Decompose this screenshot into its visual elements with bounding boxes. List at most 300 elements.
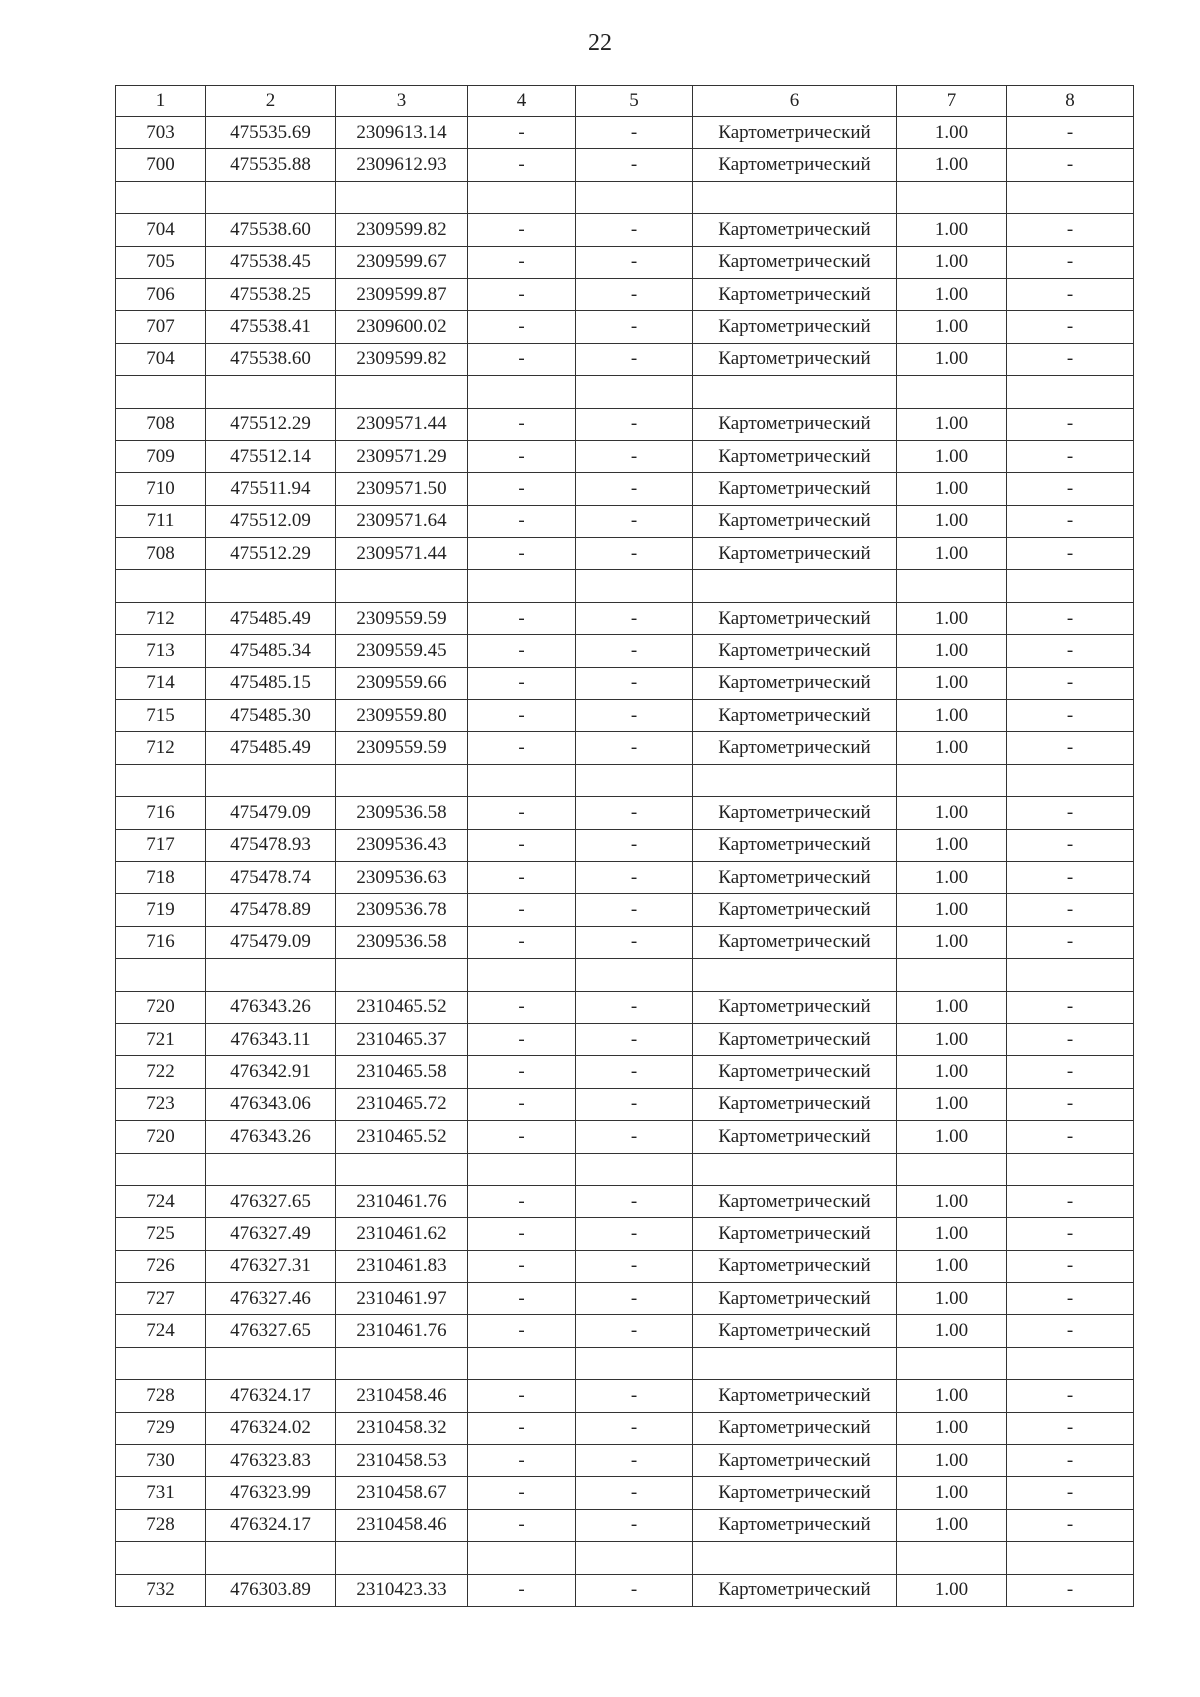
table-cell: Картометрический xyxy=(693,635,897,667)
empty-cell xyxy=(206,1347,336,1379)
table-cell: Картометрический xyxy=(693,797,897,829)
empty-cell xyxy=(116,1542,206,1574)
table-cell: Картометрический xyxy=(693,1121,897,1153)
table-cell: 2310461.76 xyxy=(336,1315,468,1347)
table-row xyxy=(116,1412,1134,1444)
column-header: 1 xyxy=(116,86,206,117)
table-cell: - xyxy=(468,1185,576,1217)
table-cell: 704 xyxy=(116,214,206,246)
empty-cell xyxy=(206,181,336,213)
table-cell: Картометрический xyxy=(693,1445,897,1477)
table-cell: - xyxy=(468,1121,576,1153)
table-cell: 475538.25 xyxy=(206,278,336,310)
table-cell: Картометрический xyxy=(693,1088,897,1120)
table-cell: - xyxy=(468,538,576,570)
table-cell: 1.00 xyxy=(897,246,1007,278)
table-cell: - xyxy=(468,635,576,667)
empty-cell xyxy=(1007,1153,1134,1185)
table-cell: - xyxy=(576,1574,693,1606)
table-cell: 1.00 xyxy=(897,1574,1007,1606)
empty-cell xyxy=(468,959,576,991)
table-cell: - xyxy=(576,635,693,667)
table-cell: - xyxy=(1007,894,1134,926)
table-cell: 476327.65 xyxy=(206,1315,336,1347)
table-cell: 1.00 xyxy=(897,278,1007,310)
table-cell: 2310458.67 xyxy=(336,1477,468,1509)
table-cell: Картометрический xyxy=(693,1250,897,1282)
table-cell: - xyxy=(468,1023,576,1055)
table-row xyxy=(116,1023,1134,1055)
table-cell: 475535.69 xyxy=(206,117,336,149)
table-row xyxy=(116,440,1134,472)
table-cell: - xyxy=(468,1088,576,1120)
table-cell: 2310461.62 xyxy=(336,1218,468,1250)
table-cell: 1.00 xyxy=(897,538,1007,570)
table-cell: - xyxy=(468,1315,576,1347)
table-cell: - xyxy=(576,246,693,278)
empty-cell xyxy=(468,1542,576,1574)
table-cell: 1.00 xyxy=(897,635,1007,667)
table-cell: - xyxy=(468,1477,576,1509)
table-cell: 2309600.02 xyxy=(336,311,468,343)
table-cell: - xyxy=(1007,926,1134,958)
table-cell: 724 xyxy=(116,1315,206,1347)
empty-cell xyxy=(897,764,1007,796)
empty-cell xyxy=(897,959,1007,991)
table-cell: - xyxy=(1007,700,1134,732)
table-cell: - xyxy=(576,1250,693,1282)
table-cell: - xyxy=(1007,1218,1134,1250)
table-cell: Картометрический xyxy=(693,149,897,181)
table-cell: 475479.09 xyxy=(206,797,336,829)
table-cell: 725 xyxy=(116,1218,206,1250)
table-cell: - xyxy=(1007,343,1134,375)
table-cell: 2309599.87 xyxy=(336,278,468,310)
table-cell: - xyxy=(576,311,693,343)
empty-cell xyxy=(693,1542,897,1574)
table-cell: - xyxy=(576,1283,693,1315)
table-cell: 475485.34 xyxy=(206,635,336,667)
table-cell: - xyxy=(576,926,693,958)
table-cell: 475538.60 xyxy=(206,343,336,375)
table-cell: - xyxy=(468,440,576,472)
table-cell: 1.00 xyxy=(897,408,1007,440)
empty-cell xyxy=(897,181,1007,213)
table-cell: - xyxy=(1007,440,1134,472)
empty-cell xyxy=(693,376,897,408)
empty-cell xyxy=(336,1153,468,1185)
table-cell: 1.00 xyxy=(897,797,1007,829)
table-body xyxy=(116,117,1134,1607)
table-cell: 2309536.78 xyxy=(336,894,468,926)
empty-cell xyxy=(116,764,206,796)
table-cell: 707 xyxy=(116,311,206,343)
column-header: 6 xyxy=(693,86,897,117)
table-cell: Картометрический xyxy=(693,1574,897,1606)
table-cell: 476343.26 xyxy=(206,1121,336,1153)
table-cell: 1.00 xyxy=(897,1056,1007,1088)
table-cell: Картометрический xyxy=(693,1185,897,1217)
table-row xyxy=(116,602,1134,634)
table-cell: 2309599.67 xyxy=(336,246,468,278)
table-row xyxy=(116,278,1134,310)
empty-cell xyxy=(1007,570,1134,602)
empty-cell xyxy=(1007,181,1134,213)
table-cell: 476327.46 xyxy=(206,1283,336,1315)
table-cell: - xyxy=(576,1056,693,1088)
table-cell: 721 xyxy=(116,1023,206,1055)
table-cell: - xyxy=(468,667,576,699)
table-cell: - xyxy=(1007,1185,1134,1217)
table-cell: 730 xyxy=(116,1445,206,1477)
table-cell: 475511.94 xyxy=(206,473,336,505)
table-row xyxy=(116,926,1134,958)
table-cell: 717 xyxy=(116,829,206,861)
column-header: 8 xyxy=(1007,86,1134,117)
table-cell: 2309599.82 xyxy=(336,343,468,375)
table-spacer-row xyxy=(116,376,1134,408)
table-cell: - xyxy=(1007,149,1134,181)
table-cell: 476342.91 xyxy=(206,1056,336,1088)
table-cell: - xyxy=(576,602,693,634)
empty-cell xyxy=(116,1153,206,1185)
table-cell: 710 xyxy=(116,473,206,505)
table-cell: 706 xyxy=(116,278,206,310)
empty-cell xyxy=(468,1347,576,1379)
table-cell: 2310461.76 xyxy=(336,1185,468,1217)
table-cell: - xyxy=(468,343,576,375)
table-cell: 476327.31 xyxy=(206,1250,336,1282)
empty-cell xyxy=(897,1153,1007,1185)
table-cell: Картометрический xyxy=(693,1412,897,1444)
table-cell: Картометрический xyxy=(693,1477,897,1509)
empty-cell xyxy=(116,959,206,991)
empty-cell xyxy=(206,1153,336,1185)
table-row xyxy=(116,408,1134,440)
table-cell: - xyxy=(468,797,576,829)
table-cell: - xyxy=(1007,1283,1134,1315)
table-cell: 731 xyxy=(116,1477,206,1509)
empty-cell xyxy=(206,570,336,602)
table-cell: - xyxy=(1007,278,1134,310)
table-row xyxy=(116,1056,1134,1088)
table-cell: - xyxy=(576,1088,693,1120)
table-cell: - xyxy=(1007,602,1134,634)
table-cell: 2309613.14 xyxy=(336,117,468,149)
table-row xyxy=(116,1445,1134,1477)
table-cell: 2310458.46 xyxy=(336,1509,468,1541)
table-cell: - xyxy=(468,1250,576,1282)
table-cell: - xyxy=(468,408,576,440)
table-cell: Картометрический xyxy=(693,473,897,505)
table-cell: - xyxy=(468,1412,576,1444)
table-cell: - xyxy=(1007,861,1134,893)
empty-cell xyxy=(336,570,468,602)
table-cell: - xyxy=(1007,505,1134,537)
table-spacer-row xyxy=(116,570,1134,602)
table-cell: 476343.06 xyxy=(206,1088,336,1120)
table-cell: 475479.09 xyxy=(206,926,336,958)
empty-cell xyxy=(336,959,468,991)
table-row xyxy=(116,1088,1134,1120)
table-cell: - xyxy=(468,991,576,1023)
table-cell: - xyxy=(576,214,693,246)
table-cell: - xyxy=(1007,1445,1134,1477)
table-cell: - xyxy=(468,149,576,181)
table-cell: 476323.83 xyxy=(206,1445,336,1477)
table-cell: - xyxy=(576,1445,693,1477)
table-cell: 708 xyxy=(116,538,206,570)
table-cell: 732 xyxy=(116,1574,206,1606)
table-cell: - xyxy=(1007,1056,1134,1088)
table-cell: - xyxy=(1007,635,1134,667)
table-row xyxy=(116,1185,1134,1217)
table-cell: 2309536.43 xyxy=(336,829,468,861)
table-cell: - xyxy=(1007,117,1134,149)
table-cell: - xyxy=(468,505,576,537)
table-row xyxy=(116,1477,1134,1509)
empty-cell xyxy=(693,959,897,991)
table-row xyxy=(116,861,1134,893)
table-cell: - xyxy=(468,246,576,278)
table-cell: 2309559.45 xyxy=(336,635,468,667)
empty-cell xyxy=(336,764,468,796)
table-cell: 726 xyxy=(116,1250,206,1282)
coordinates-table xyxy=(115,85,1134,1607)
table-cell: 476303.89 xyxy=(206,1574,336,1606)
table-cell: 475512.29 xyxy=(206,408,336,440)
table-cell: Картометрический xyxy=(693,861,897,893)
table-cell: 475538.45 xyxy=(206,246,336,278)
table-cell: 1.00 xyxy=(897,214,1007,246)
table-row xyxy=(116,1121,1134,1153)
table-cell: 2309536.58 xyxy=(336,926,468,958)
table-cell: 705 xyxy=(116,246,206,278)
table-cell: 2310458.46 xyxy=(336,1380,468,1412)
empty-cell xyxy=(897,570,1007,602)
table-cell: - xyxy=(1007,473,1134,505)
table-row xyxy=(116,1315,1134,1347)
table-cell: 476324.17 xyxy=(206,1380,336,1412)
table-cell: 1.00 xyxy=(897,667,1007,699)
table-cell: Картометрический xyxy=(693,538,897,570)
table-cell: 476343.11 xyxy=(206,1023,336,1055)
table-cell: 2310465.37 xyxy=(336,1023,468,1055)
table-cell: - xyxy=(576,894,693,926)
table-cell: 728 xyxy=(116,1509,206,1541)
table-cell: Картометрический xyxy=(693,117,897,149)
empty-cell xyxy=(693,570,897,602)
table-cell: - xyxy=(576,343,693,375)
table-cell: - xyxy=(1007,311,1134,343)
table-cell: - xyxy=(576,1315,693,1347)
table-cell: Картометрический xyxy=(693,602,897,634)
table-cell: 723 xyxy=(116,1088,206,1120)
table-cell: Картометрический xyxy=(693,311,897,343)
table-cell: - xyxy=(576,1509,693,1541)
column-header: 5 xyxy=(576,86,693,117)
table-cell: Картометрический xyxy=(693,440,897,472)
table-cell: - xyxy=(1007,732,1134,764)
table-row xyxy=(116,894,1134,926)
empty-cell xyxy=(576,764,693,796)
table-cell: 720 xyxy=(116,1121,206,1153)
table-cell: Картометрический xyxy=(693,408,897,440)
table-cell: 728 xyxy=(116,1380,206,1412)
empty-cell xyxy=(336,1347,468,1379)
table-cell: 2310465.58 xyxy=(336,1056,468,1088)
table-cell: - xyxy=(576,505,693,537)
table-cell: - xyxy=(1007,1250,1134,1282)
table-cell: - xyxy=(468,1380,576,1412)
table-cell: 1.00 xyxy=(897,149,1007,181)
table-cell: 1.00 xyxy=(897,1250,1007,1282)
table-spacer-row xyxy=(116,181,1134,213)
table-cell: - xyxy=(1007,991,1134,1023)
table-cell: 2309559.59 xyxy=(336,732,468,764)
table-cell: 2309559.66 xyxy=(336,667,468,699)
empty-cell xyxy=(576,376,693,408)
table-cell: - xyxy=(576,408,693,440)
table-cell: 2309559.59 xyxy=(336,602,468,634)
table-cell: - xyxy=(468,1445,576,1477)
table-cell: - xyxy=(1007,1509,1134,1541)
table-row xyxy=(116,538,1134,570)
table-cell: - xyxy=(576,538,693,570)
table-cell: 2310461.97 xyxy=(336,1283,468,1315)
empty-cell xyxy=(468,1153,576,1185)
table-cell: 722 xyxy=(116,1056,206,1088)
table-cell: 2310461.83 xyxy=(336,1250,468,1282)
table-row xyxy=(116,732,1134,764)
empty-cell xyxy=(576,959,693,991)
empty-cell xyxy=(336,376,468,408)
table-cell: 475512.14 xyxy=(206,440,336,472)
table-cell: 475485.49 xyxy=(206,602,336,634)
empty-cell xyxy=(206,1542,336,1574)
table-cell: - xyxy=(1007,1380,1134,1412)
table-row xyxy=(116,1250,1134,1282)
table-cell: 708 xyxy=(116,408,206,440)
table-row xyxy=(116,343,1134,375)
empty-cell xyxy=(693,1347,897,1379)
table-cell: 475538.60 xyxy=(206,214,336,246)
table-cell: Картометрический xyxy=(693,1023,897,1055)
table-header-row xyxy=(116,86,1134,117)
table-cell: 2309571.29 xyxy=(336,440,468,472)
table-row xyxy=(116,797,1134,829)
table-cell: 2309536.58 xyxy=(336,797,468,829)
table-cell: 476327.65 xyxy=(206,1185,336,1217)
empty-cell xyxy=(468,764,576,796)
table-spacer-row xyxy=(116,1347,1134,1379)
table-spacer-row xyxy=(116,1153,1134,1185)
table-cell: Картометрический xyxy=(693,991,897,1023)
table-row xyxy=(116,1509,1134,1541)
table-cell: 475538.41 xyxy=(206,311,336,343)
empty-cell xyxy=(468,570,576,602)
table-cell: - xyxy=(576,732,693,764)
table-cell: - xyxy=(576,1218,693,1250)
table-cell: 1.00 xyxy=(897,1315,1007,1347)
table-cell: 703 xyxy=(116,117,206,149)
table-cell: - xyxy=(468,894,576,926)
table-cell: Картометрический xyxy=(693,829,897,861)
table-cell: - xyxy=(468,311,576,343)
table-cell: 719 xyxy=(116,894,206,926)
table-cell: Картометрический xyxy=(693,926,897,958)
table-cell: 475535.88 xyxy=(206,149,336,181)
table-cell: 1.00 xyxy=(897,440,1007,472)
table-cell: - xyxy=(468,926,576,958)
table-row xyxy=(116,1380,1134,1412)
table-cell: - xyxy=(1007,1088,1134,1120)
empty-cell xyxy=(576,570,693,602)
table-cell: - xyxy=(576,667,693,699)
table-cell: 475485.49 xyxy=(206,732,336,764)
table-cell: 1.00 xyxy=(897,1218,1007,1250)
table-cell: 1.00 xyxy=(897,602,1007,634)
table-cell: Картометрический xyxy=(693,1218,897,1250)
table-cell: 1.00 xyxy=(897,1121,1007,1153)
table-cell: - xyxy=(576,797,693,829)
table-cell: 2309571.44 xyxy=(336,538,468,570)
table-cell: 1.00 xyxy=(897,1477,1007,1509)
table-cell: Картометрический xyxy=(693,1056,897,1088)
empty-cell xyxy=(206,959,336,991)
column-header: 4 xyxy=(468,86,576,117)
table-cell: - xyxy=(576,1185,693,1217)
table-cell: 475512.29 xyxy=(206,538,336,570)
table-cell: - xyxy=(1007,1477,1134,1509)
table-cell: 727 xyxy=(116,1283,206,1315)
empty-cell xyxy=(336,181,468,213)
table-row xyxy=(116,829,1134,861)
table-cell: - xyxy=(576,1477,693,1509)
table-cell: - xyxy=(1007,214,1134,246)
table-cell: - xyxy=(576,473,693,505)
table-cell: 1.00 xyxy=(897,1088,1007,1120)
table-cell: - xyxy=(468,473,576,505)
table-cell: 1.00 xyxy=(897,861,1007,893)
table-cell: - xyxy=(1007,797,1134,829)
table-cell: - xyxy=(468,700,576,732)
table-cell: 1.00 xyxy=(897,991,1007,1023)
table-cell: - xyxy=(468,829,576,861)
table-cell: - xyxy=(576,829,693,861)
empty-cell xyxy=(897,376,1007,408)
table-cell: 729 xyxy=(116,1412,206,1444)
table-cell: - xyxy=(576,117,693,149)
table-cell: 2309536.63 xyxy=(336,861,468,893)
table-cell: 1.00 xyxy=(897,700,1007,732)
table-cell: - xyxy=(468,861,576,893)
table-spacer-row xyxy=(116,959,1134,991)
table-cell: - xyxy=(468,278,576,310)
table-cell: 713 xyxy=(116,635,206,667)
empty-cell xyxy=(1007,764,1134,796)
table-cell: 476343.26 xyxy=(206,991,336,1023)
table-cell: 1.00 xyxy=(897,829,1007,861)
table-cell: 476324.02 xyxy=(206,1412,336,1444)
table-cell: - xyxy=(1007,1315,1134,1347)
table-cell: 712 xyxy=(116,602,206,634)
empty-cell xyxy=(1007,1542,1134,1574)
table-cell: - xyxy=(576,149,693,181)
page-number: 22 xyxy=(588,30,612,56)
table-cell: 2309571.64 xyxy=(336,505,468,537)
table-cell: Картометрический xyxy=(693,732,897,764)
